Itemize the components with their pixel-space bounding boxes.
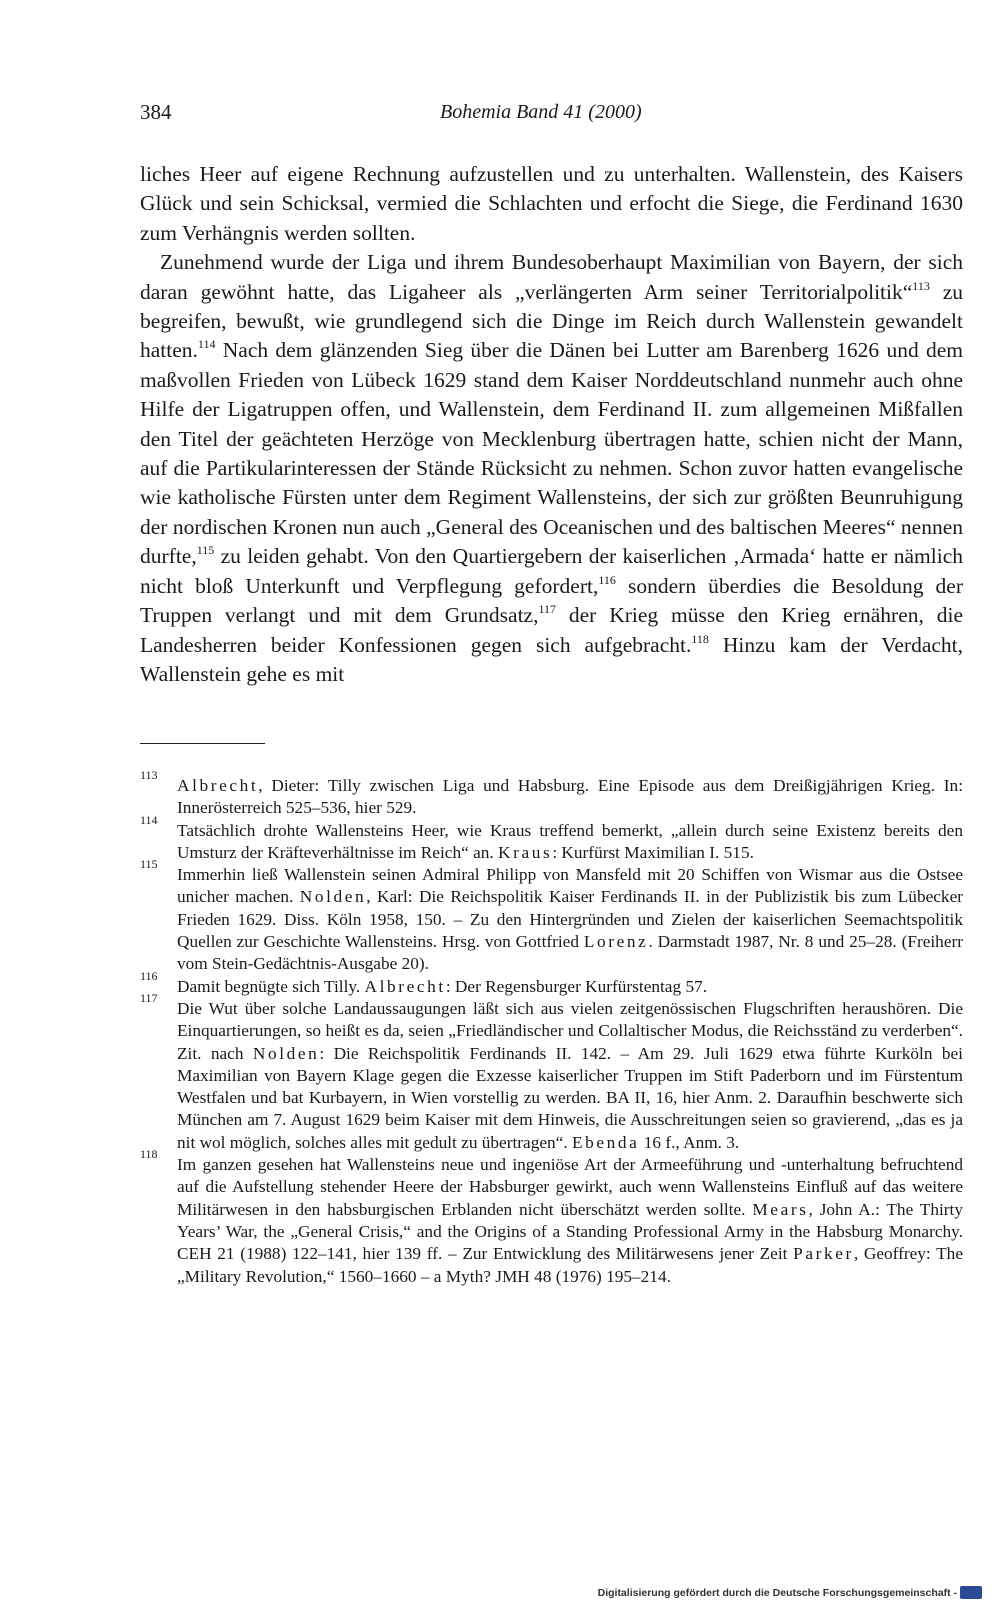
author-name: Ebenda: [571, 1132, 640, 1152]
digitization-footer: [598, 1586, 982, 1599]
paragraph-1: liches Heer auf eigene Rechnung aufzustellen und zu unterhalten. Wallenstein, des Kaisers Glück und sein Schicksal, vermied die Schlachten und erfocht die Siege, die Ferdinand 1630 zum Verhängnis werden sollten.: [140, 162, 963, 245]
text-run: der Krieg müsse den Krieg ernähren, die Landesherren beider Konfessionen gegen sich aufgebracht.: [140, 603, 963, 657]
text-run: sondern überdies die Besoldung der Truppen verlangt und mit dem Grundsatz,: [140, 573, 963, 628]
footnote-text: Damit begnügte sich Tilly.: [177, 976, 365, 996]
running-head: Bohemia Band 41 (2000): [440, 101, 642, 123]
footnote-text: : Der Regensburger Kurfürstentag 57.: [445, 976, 708, 996]
footnote-ref-114[interactable]: 114: [197, 337, 216, 352]
footnotes: [140, 768, 963, 1288]
footnote-text: . Darmstadt 1987, Nr. 8 und 25–28. (Freiherr vom Stein-Gedächtnis-Ausgabe 20).: [177, 932, 963, 974]
text-run: Hinzu kam der Verdacht, Wallenstein gehe es mit: [140, 632, 964, 686]
footnote-number: 118: [140, 1147, 158, 1162]
footnote-117: [140, 990, 963, 1154]
footnote-text: : Kurfürst Maximilian I. 515.: [552, 842, 754, 862]
footnote-number: 116: [140, 968, 158, 983]
text-run: zu leiden gehabt. Von den Quartiergebern der kaiserlichen ‚Armada‘ hatte er nämlich nicht bloß Unterkunft und Verpflegung gefordert,: [140, 544, 963, 598]
body-text: [140, 160, 963, 689]
footnote-text: , Geoffrey: The „Military Revolution,“ 1560–1660 – a Myth? JMH 48 (1976) 195–214.: [177, 1244, 963, 1286]
footnote-text: , John A.: The Thirty Years’ War, the „General Crisis,“ and the Origins of a Standing Professional Army in the Habsburg Monarchy. CEH 21 (1988) 122–141, hier 139 ff. – Zur Entwicklung des Militärwesens jener Zeit: [177, 1199, 963, 1264]
footnote-text: Im ganzen gesehen hat Wallensteins neue und ingeniöse Art der Armeeführung und -unterhaltung befruchtend auf die Aufstellung stehender Heere der Habsburger gewirkt, auch wenn Wallensteins Einfluß auf das weitere Militärwesen in den habsburgischen Erblanden nicht überschätzt werden sollte.: [177, 1155, 963, 1219]
footnote-text: Die Wut über solche Landaussaugungen läßt sich aus vielen zeitgenössischen Flugschriften heraushören. Die Einquartierungen, so heißt es da, seien „Friedländischer und Collaltischer Modus, die Reichsständ zu verderben“. Zit. nach: [177, 998, 963, 1063]
footnote-ref-118[interactable]: 118: [691, 631, 709, 646]
author-name: Parker: [793, 1244, 854, 1264]
footnote-number: 114: [140, 812, 158, 827]
text-run: Zunehmend wurde der Liga und ihrem Bundesoberhaupt Maximilian von Bayern, der sich daran gewöhnt hatte, das Ligaheer als „verlängerten Arm seiner Territorialpolitik“: [140, 250, 963, 304]
footnote-115: [140, 857, 963, 975]
author-name: Nolden: [252, 1043, 320, 1063]
footnote-text: Tatsächlich drohte Wallensteins Heer, wie Kraus treffend bemerkt, „allein durch seine Existenz bereits den Umsturz der Kräfteverhältnisse im Reich“ an.: [177, 820, 963, 862]
footnote-116: [140, 968, 963, 998]
page-number: 384: [140, 100, 172, 124]
footnote-114: [140, 812, 963, 865]
footnote-rule: [140, 743, 265, 744]
author-name: Albrecht: [177, 776, 259, 795]
author-name: Albrecht: [364, 976, 446, 996]
text-run: zu begreifen, bewußt, wie grundlegend sich die Dinge im Reich durch Wallenstein gewandelt hatten.: [140, 279, 963, 363]
footnote-text: Immerhin ließ Wallenstein seinen Admiral Philipp von Mansfeld mit 20 Schiffen von Wismar aus die Ostsee unicher machen.: [177, 865, 963, 907]
footnote-text: , Karl: Die Reichspolitik Kaiser Ferdinands II. in der Publizistik bis zum Lübecker Frieden 1629. Diss. Köln 1958, 150. – Zu den Hintergründen und Zielen der kaiserlichen Seemachtspolitik Quellen zur Geschichte Wallensteins. Hrsg. von Gottfried: [177, 887, 963, 952]
footnote-ref-115[interactable]: 115: [196, 543, 215, 558]
footnote-ref-116[interactable]: 116: [598, 572, 616, 587]
author-name: Lorenz: [583, 932, 649, 952]
footnote-text: 16 f., Anm. 3.: [639, 1132, 740, 1152]
author-name: Kraus: [498, 842, 553, 862]
footnote-number: 115: [140, 857, 158, 872]
dfg-logo: [960, 1586, 982, 1599]
author-name: Mears: [752, 1199, 809, 1219]
footer-text: Digitalisierung gefördert durch die Deutsche Forschungsgemeinschaft -: [597, 1586, 957, 1599]
footnote-text: , Dieter: Tilly zwischen Liga und Habsburg. Eine Episode aus dem Dreißigjährigen Krieg. In: Innerösterreich 525–536, hier 529.: [177, 776, 963, 818]
paragraph-2: [140, 248, 963, 689]
footnote-text: : Die Reichspolitik Ferdinands II. 142. – Am 29. Juli 1629 etwa führte Kurköln bei Maximilian von Bayern Klage gegen die Exzesse kaiserlicher Truppen im Stift Paderborn und im Fürstentum Westfalen und bat Kurbayern, in Wien vorstellig zu werden. BA II, 16, hier Anm. 2. Daraufhin beschwerte sich München am 7. August 1629 beim Kaiser mit dem Hinweis, die Ausschreitungen seien so gravierend, „das es ja nit wol möglich, solches alles mit gedult zu übertragen“.: [177, 1043, 963, 1152]
footnote-number: 117: [140, 990, 158, 1005]
footnote-113: [140, 768, 963, 820]
footnote-ref-117[interactable]: 117: [538, 602, 557, 617]
text-run: Nach dem glänzenden Sieg über die Dänen bei Lutter am Barenberg 1626 und dem maßvollen Frieden von Lübeck 1629 stand dem Kaiser Norddeutschland nunmehr auch ohne Hilfe der Ligatruppen offen, und Wallenstein, dem Ferdinand II. zum allgemeinen Mißfallen den Titel der geächteten Herzöge von Mecklenburg übertragen hatte, schien nicht der Mann, auf die Partikularinteressen der Stände Rücksicht zu nehmen. Schon zuvor hatten evangelische wie katholische Fürsten unter dem Regiment Wallensteins, der sich zur größten Beunruhigung der nordischen Kronen nun auch „General des Oceanischen und des baltischen Meeres“ nennen durfte,: [140, 338, 963, 569]
footnote-ref-113[interactable]: 113: [912, 278, 930, 293]
footnote-number: 113: [140, 768, 158, 782]
footnote-118: [140, 1147, 963, 1288]
author-name: Nolden: [299, 887, 367, 907]
